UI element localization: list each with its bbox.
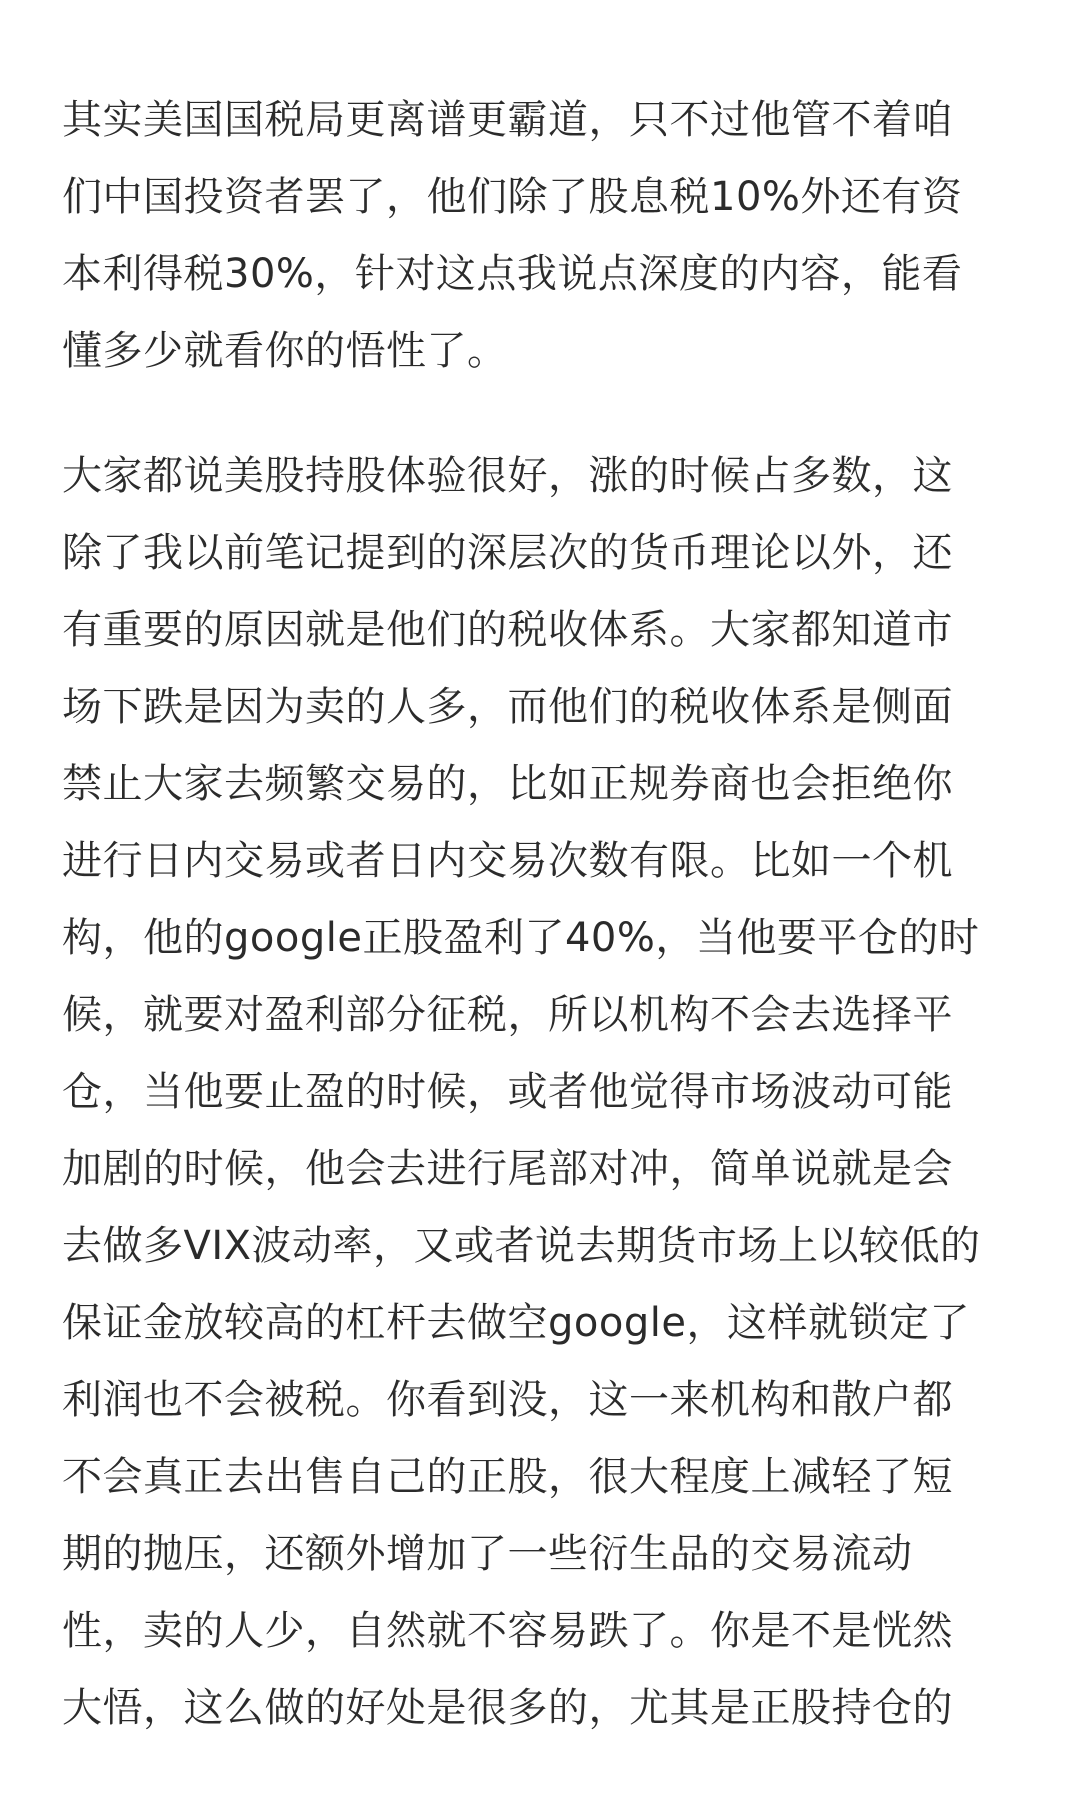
text-line: 性，卖的人少，自然就不容易跌了。你是不是恍然 (62, 1608, 953, 1654)
text-line: 保证金放较高的杠杆去做空google，这样就锁定了 (62, 1300, 970, 1346)
text-line: 场下跌是因为卖的人多，而他们的税收体系是侧面 (62, 684, 953, 730)
paragraph-1 (62, 82, 1022, 390)
text-line: 加剧的时候，他会去进行尾部对冲，简单说就是会 (62, 1146, 953, 1192)
text-line: 候，就要对盈利部分征税，所以机构不会去选择平 (62, 992, 953, 1038)
text-line: 懂多少就看你的悟性了。 (62, 328, 508, 374)
text-line: 除了我以前笔记提到的深层次的货币理论以外，还 (62, 530, 953, 576)
text-line: 期的抛压，还额外增加了一些衍生品的交易流动 (62, 1531, 913, 1577)
text-line: 有重要的原因就是他们的税收体系。大家都知道市 (62, 607, 953, 653)
text-line: 大家都说美股持股体验很好，涨的时候占多数，这 (62, 453, 953, 499)
text-line: 禁止大家去频繁交易的，比如正规券商也会拒绝你 (62, 761, 953, 807)
text-line: 大悟，这么做的好处是很多的，尤其是正股持仓的 (62, 1685, 953, 1731)
article-body (62, 82, 1022, 1747)
text-line: 本利得税30%，针对这点我说点深度的内容，能看 (62, 251, 963, 297)
paragraph-2 (62, 438, 1022, 1747)
text-line: 其实美国国税局更离谱更霸道，只不过他管不着咱 (62, 97, 953, 143)
text-line: 构，他的google正股盈利了40%，当他要平仓的时 (62, 915, 980, 961)
text-line: 去做多VIX波动率，又或者说去期货市场上以较低的 (62, 1223, 981, 1269)
text-line: 进行日内交易或者日内交易次数有限。比如一个机 (62, 838, 953, 884)
text-line: 们中国投资者罢了，他们除了股息税10%外还有资 (62, 174, 963, 220)
text-line: 不会真正去出售自己的正股，很大程度上减轻了短 (62, 1454, 953, 1500)
text-line: 仓，当他要止盈的时候，或者他觉得市场波动可能 (62, 1069, 953, 1115)
text-line: 利润也不会被税。你看到没，这一来机构和散户都 (62, 1377, 953, 1423)
